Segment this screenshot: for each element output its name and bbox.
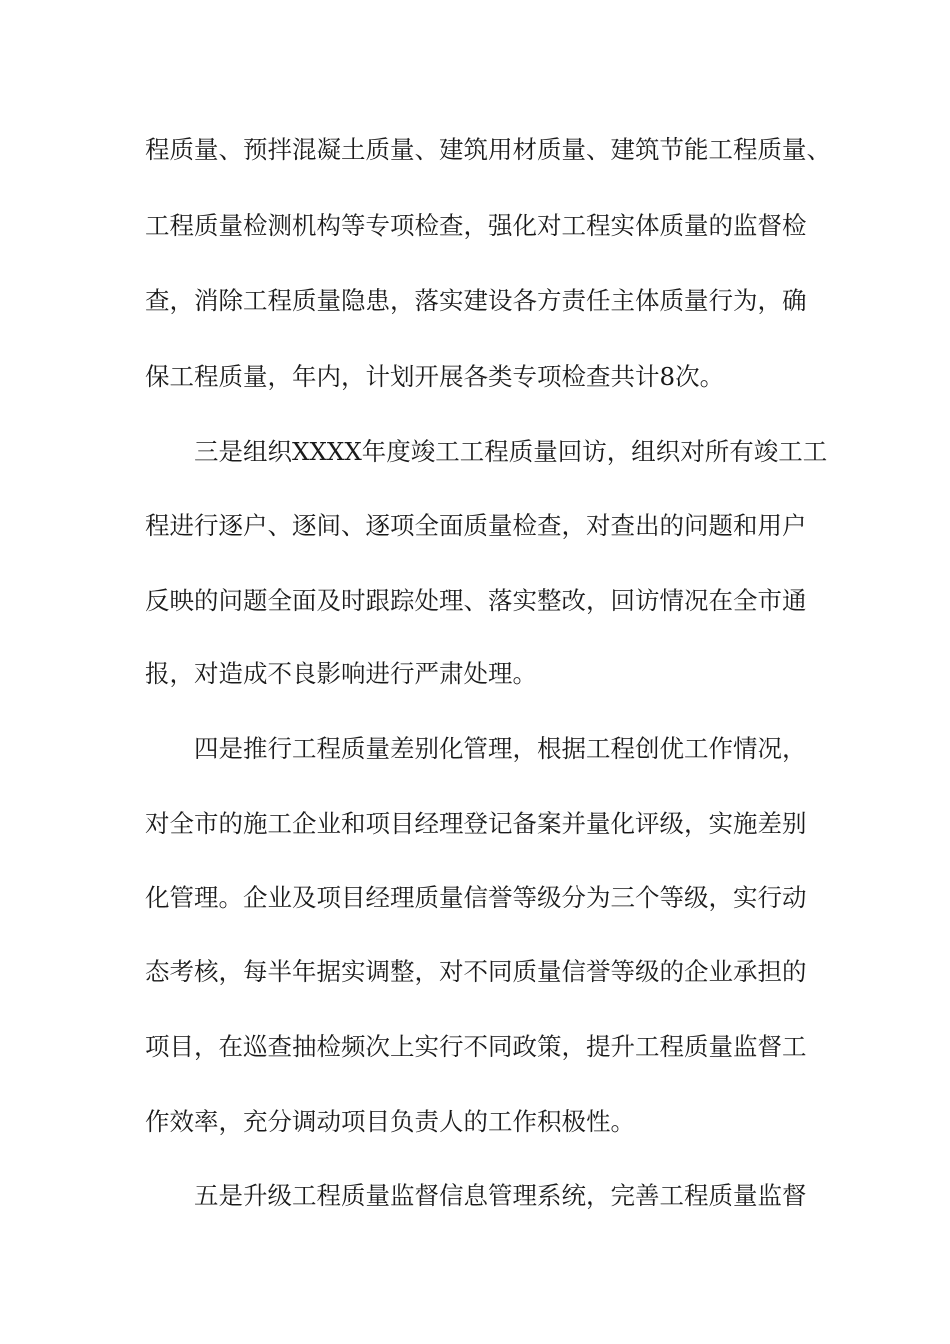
paragraph-3-start: 三是组织XXXX年度竣工工程质量回访，组织对所有竣工工 — [194, 437, 828, 466]
text-line-1: 程质量、预拌混凝土质量、建筑用材质量、建筑节能工程质量、 — [145, 135, 831, 164]
text-line-12: 态考核，每半年据实调整，对不同质量信誉等级的企业承担的 — [145, 957, 807, 986]
paragraph-4-start: 四是推行工程质量差别化管理，根据工程创优工作情况， — [194, 734, 807, 763]
text-line-10: 对全市的施工企业和项目经理登记备案并量化评级，实施差别 — [145, 809, 807, 838]
text-line-8: 报，对造成不良影响进行严肃处理。 — [145, 659, 537, 688]
paragraph-5-start: 五是升级工程质量监督信息管理系统，完善工程质量监督 — [194, 1181, 807, 1210]
text-line-7: 反映的问题全面及时跟踪处理、落实整改，回访情况在全市通 — [145, 586, 807, 615]
text-line-14: 作效率，充分调动项目负责人的工作积极性。 — [145, 1107, 635, 1136]
text-line-2: 工程质量检测机构等专项检查，强化对工程实体质量的监督检 — [145, 211, 807, 240]
text-line-6: 程进行逐户、逐间、逐项全面质量检查，对查出的问题和用户 — [145, 511, 807, 540]
text-line-13: 项目，在巡查抽检频次上实行不同政策，提升工程质量监督工 — [145, 1032, 807, 1061]
text-line-4: 保工程质量，年内，计划开展各类专项检查共计8次。 — [145, 362, 725, 391]
text-line-3: 查，消除工程质量隐患，落实建设各方责任主体质量行为，确 — [145, 286, 807, 315]
text-line-11: 化管理。企业及项目经理质量信誉等级分为三个等级，实行动 — [145, 883, 807, 912]
